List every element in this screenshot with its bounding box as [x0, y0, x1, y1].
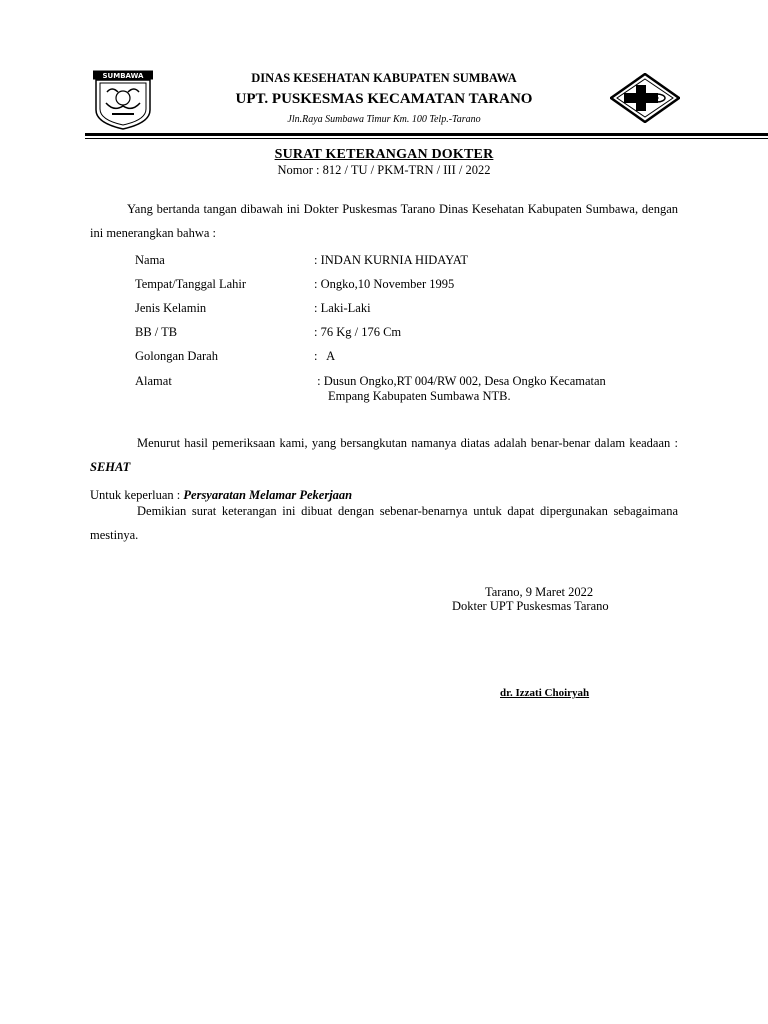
signature-place-date: Tarano, 9 Maret 2022: [485, 585, 594, 599]
intro-text: Yang bertanda tangan dibawah ini Dokter Puskesmas Tarano Dinas Kesehatan Kabupaten Sumbawa, dengan ini menerangkan bahwa :: [90, 202, 678, 240]
signature-position: Dokter UPT Puskesmas Tarano: [452, 599, 609, 613]
intro-paragraph: [90, 197, 678, 245]
field-value-jenis-kelamin: : Laki-Laki: [314, 301, 371, 315]
result-status: SEHAT: [90, 460, 131, 474]
field-value-ttl: : Ongko,10 November 1995: [314, 277, 455, 291]
field-label-alamat: Alamat: [135, 374, 172, 388]
header-rule-thick: [85, 133, 768, 136]
result-paragraph: [90, 431, 678, 479]
field-label-golongan-darah: Golongan Darah: [135, 349, 218, 363]
letter-title: SURAT KETERANGAN DOKTER: [274, 147, 494, 162]
closing-paragraph: [90, 499, 678, 547]
result-text: Menurut hasil pemeriksaan kami, yang bersangkutan namanya diatas adalah benar-benar dalam keadaan :: [137, 436, 678, 450]
field-value-bb-tb: : 76 Kg / 176 Cm: [314, 325, 402, 339]
field-value-nama: : INDAN KURNIA HIDAYAT: [314, 253, 469, 267]
field-value-alamat-line2: Empang Kabupaten Sumbawa NTB.: [328, 389, 511, 403]
address: Jln.Raya Sumbawa Timur Km. 100 Telp.-Tarano: [287, 114, 481, 125]
closing-text: Demikian surat keterangan ini dibuat dengan sebenar-benarnya untuk dapat dipergunakan sebagaimana mestinya.: [90, 504, 678, 542]
signature-name: dr. Izzati Choiryah: [500, 687, 590, 699]
field-value-golongan-darah: : A: [314, 349, 336, 363]
field-label-bb-tb: BB / TB: [135, 325, 178, 339]
agency-name: DINAS KESEHATAN KABUPATEN SUMBAWA: [251, 71, 517, 85]
letter-number: Nomor : 812 / TU / PKM-TRN / III / 2022: [277, 163, 491, 177]
purpose-value: Persyaratan Melamar Pekerjaan: [183, 488, 353, 502]
field-value-alamat: : Dusun Ongko,RT 004/RW 002, Desa Ongko Kecamatan: [314, 374, 606, 388]
header-rule-thin: [85, 138, 768, 139]
purpose-label: Untuk keperluan :: [90, 488, 181, 502]
field-label-ttl: Tempat/Tanggal Lahir: [135, 277, 247, 291]
unit-name: UPT. PUSKESMAS KECAMATAN TARANO: [235, 91, 533, 107]
field-label-nama: Nama: [135, 253, 165, 267]
field-label-jenis-kelamin: Jenis Kelamin: [135, 301, 207, 315]
logo-text: SUMBAWA: [102, 72, 144, 80]
